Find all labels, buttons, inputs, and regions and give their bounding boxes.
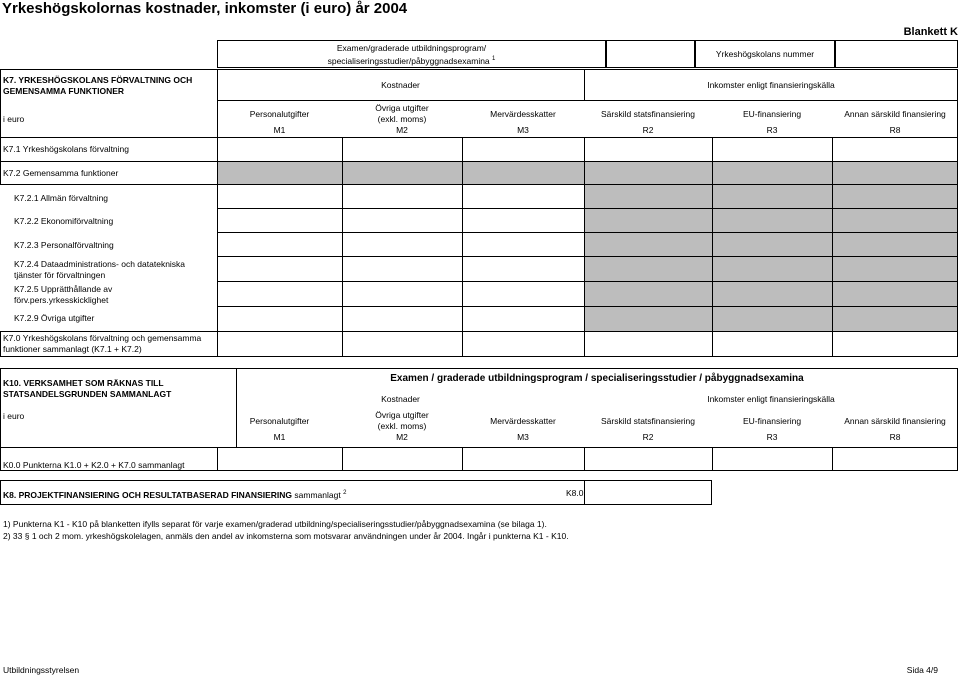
k0-m2-cell[interactable] [342,447,463,471]
col-header-other-funding: Annan särskild finansiering [844,109,946,119]
k7-1-m1-cell[interactable] [217,137,343,162]
k7-2-r8-cell [832,161,958,185]
k7-1-r3-cell[interactable] [712,137,833,162]
k7-2-r2-cell [584,161,713,185]
k0-m3-cell[interactable] [462,447,585,471]
k7-2-m1-cell [217,161,343,185]
k10-costs-header: Kostnader [381,394,420,404]
col-code-m1: M1 [273,125,286,135]
school-number-input[interactable] [835,40,958,68]
k7-row-9-label-a: K7.0 Yrkeshögskolans förvaltning och gemensamma [3,333,202,343]
footer-page-number: Sida 4/9 [906,665,938,675]
k7-1-r2-cell[interactable] [584,137,713,162]
k10-code-r3: R3 [766,432,778,442]
k8-code: K8.0 [566,488,584,498]
k10-col-header-state-funding: Särskild statsfinansiering [600,416,695,426]
k8-title-wrap [3,488,346,501]
k7-costs-header: Kostnader [381,80,420,90]
k10-col-header-other-funding: Annan särskild finansiering [844,416,946,426]
footnote-2: 2) 33 § 1 och 2 mom. yrkeshögskolelagen, anmäls den andel av inkomsterna som motsvarar användningen under år 2004. Ingår i punkterna K1 - K10. [3,531,569,541]
k7-row-3-label: K7.2.1 Allmän förvaltning [14,193,109,203]
col-code-r8: R8 [889,125,901,135]
k7-0-r2-cell[interactable] [584,331,713,357]
k7-row-6-label-b: tjänster för förvaltningen [14,270,106,280]
program-input[interactable] [606,40,695,68]
k10-col-header-vat: Mervärdesskatter [490,416,556,426]
k10-code-r8: R8 [889,432,901,442]
col-header-other-line2: (exkl. moms) [377,114,427,124]
k7-sub-r8-column [832,184,958,332]
k10-unit: i euro [3,411,25,421]
footer-org: Utbildningsstyrelsen [3,665,80,675]
k7-row-7-label-b: förv.pers.yrkesskicklighet [14,295,109,305]
k10-col-header-personnel: Personalutgifter [249,416,310,426]
program-label-line1: Examen/graderade utbildningsprogram/ [336,43,487,53]
k7-sub-m2-column[interactable] [342,184,463,332]
k7-0-r8-cell[interactable] [832,331,958,357]
page-title: Yrkeshögskolornas kostnader, inkomster (i euro) år 2004 [2,0,408,17]
k8-suffix: sammanlagt [294,489,341,500]
k10-col-header-other-line2: (exkl. moms) [377,421,427,431]
k10-col-header-eu-funding: EU-finansiering [742,416,802,426]
footnote-1: 1) Punkterna K1 - K10 på blanketten ifylls separat för varje examen/graderad utbildning/specialiseringsstudier/påbyggnadsexamina (se bilaga 1). [3,519,547,529]
k10-title-line1: K10. VERKSAMHET SOM RÄKNAS TILL [3,378,164,388]
k0-r8-cell[interactable] [832,447,958,471]
k7-sub-m3-column[interactable] [462,184,585,332]
col-code-r3: R3 [766,125,778,135]
k10-code-r2: R2 [642,432,654,442]
k10-income-header: Inkomster enligt finansieringskälla [707,394,835,404]
k7-row-2-label: K7.2 Gemensamma funktioner [3,168,119,178]
k7-sub-r3-column [712,184,833,332]
k7-row-7-label-a: K7.2.5 Upprätthållande av [14,284,113,294]
k7-0-m1-cell[interactable] [217,331,343,357]
k7-title-line1: K7. YRKESHÖGSKOLANS FÖRVALTNING OCH [3,75,193,85]
k10-code-m1: M1 [273,432,286,442]
col-header-other-line1: Övriga utgifter [375,103,429,113]
k10-col-header-other-line1: Övriga utgifter [375,410,429,420]
k7-row-1-label: K7.1 Yrkeshögskolans förvaltning [3,144,130,154]
col-header-personnel: Personalutgifter [249,109,310,119]
k7-0-r3-cell[interactable] [712,331,833,357]
k10-code-m3: M3 [517,432,529,442]
k7-row-5-label: K7.2.3 Personalförvaltning [14,240,114,250]
k7-sub-m1-column[interactable] [217,184,343,332]
k8-value-cell[interactable] [584,480,712,505]
col-code-m2: M2 [396,125,408,135]
k7-1-m3-cell[interactable] [462,137,585,162]
k7-1-r8-cell[interactable] [832,137,958,162]
k7-2-m2-cell [342,161,463,185]
col-code-m3: M3 [517,125,529,135]
program-label-line2: specialiseringsstudier/påbyggnadsexamina [327,55,490,66]
col-header-eu-funding: EU-finansiering [742,109,802,119]
k7-row-6-label-a: K7.2.4 Dataadministrations- och datatekniska [14,259,186,269]
k10-program-header: Examen / graderade utbildningsprogram / specialiseringsstudier / påbyggnadsexamina [390,373,804,384]
k0-r3-cell[interactable] [712,447,833,471]
program-label-line2-wrap [217,54,606,67]
col-header-vat: Mervärdesskatter [490,109,556,119]
k7-1-m2-cell[interactable] [342,137,463,162]
school-number-label: Yrkeshögskolans nummer [715,49,815,59]
col-code-r2: R2 [642,125,654,135]
k7-sub-r2-column [584,184,713,332]
col-header-state-funding: Särskild statsfinansiering [600,109,695,119]
k7-unit: i euro [3,114,25,124]
k7-row-8-label: K7.2.9 Övriga utgifter [14,313,95,323]
footnote-ref-2: 2 [343,490,347,496]
k7-row-9-label-b: funktioner sammanlagt (K7.1 + K7.2) [3,344,142,354]
k7-0-m2-cell[interactable] [342,331,463,357]
k10-title-line2: STATSANDELSGRUNDEN SAMMANLAGT [3,389,172,399]
k0-total-label: K0.0 Punkterna K1.0 + K2.0 + K7.0 sammanlagt [3,460,185,470]
k10-code-m2: M2 [396,432,408,442]
k7-row-4-label: K7.2.2 Ekonomiförvaltning [14,216,114,226]
k7-title-line2: GEMENSAMMA FUNKTIONER [3,86,125,96]
k8-title: K8. PROJEKTFINANSIERING OCH RESULTATBASERAD FINANSIERING [3,489,293,500]
k7-income-header: Inkomster enligt finansieringskälla [707,80,835,90]
k7-0-m3-cell[interactable] [462,331,585,357]
k7-2-r3-cell [712,161,833,185]
k0-m1-cell[interactable] [217,447,343,471]
k7-2-m3-cell [462,161,585,185]
footnote-ref-1: 1 [492,56,496,62]
form-id: Blankett K [903,26,958,38]
k0-r2-cell[interactable] [584,447,713,471]
